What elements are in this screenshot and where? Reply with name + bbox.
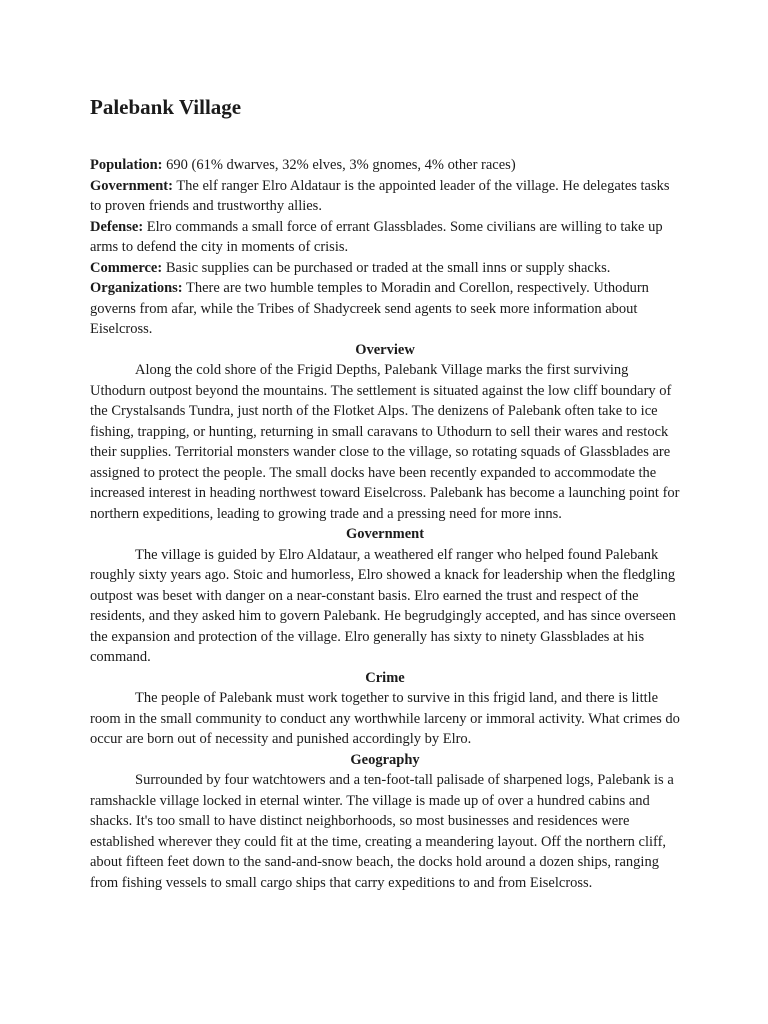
section-crime bbox=[90, 668, 680, 750]
section-heading: Government bbox=[345, 526, 425, 542]
field-commerce bbox=[90, 258, 680, 279]
field-label: Government: bbox=[90, 177, 173, 194]
field-defense bbox=[90, 217, 680, 258]
field-label: Population: bbox=[90, 157, 163, 173]
section-heading: Crime bbox=[365, 669, 405, 686]
field-text: Elro commands a small force of errant Glassblades. Some civilians are willing to take up arms to defend the city in moments of crisis. bbox=[90, 218, 663, 255]
section-body: Surrounded by four watchtowers and a ten-foot-tall palisade of sharpened logs, Palebank is a ramshackle village locked in eternal winter. The village is made up of over a hundred cabins and shacks. It's too small to have distinct neighborhoods, so most businesses and residences were established wherever they could fit at the time, creating a meandering layout. Off the northern cliff, about fifteen feet down to the sand-and-snow beach, the docks hold around a dozen ships, ranging from fishing vessels to small cargo ships that carry expeditions to and from Eiselcross. bbox=[90, 772, 674, 891]
field-text: There are two humble temples to Moradin and Corellon, respectively. Uthodurn governs from afar, while the Tribes of Shadycreek send agents to seek more information about Eiselcross. bbox=[90, 280, 649, 337]
field-label: Commerce: bbox=[90, 259, 163, 276]
section-geography bbox=[90, 750, 680, 894]
section-heading: Overview bbox=[355, 341, 415, 358]
field-label: Defense: bbox=[90, 218, 144, 235]
section-body: The people of Palebank must work together to survive in this frigid land, and there is little room in the small community to conduct any worthwhile larceny or immoral activity. What crimes do occur are born out of necessity and punished accordingly by Elro. bbox=[90, 690, 680, 747]
info-block bbox=[90, 155, 680, 340]
field-label: Organizations: bbox=[90, 280, 183, 296]
field-government bbox=[90, 176, 680, 217]
section-body: The village is guided by Elro Aldataur, a weathered elf ranger who helped found Palebank roughly sixty years ago. Stoic and humorless, Elro showed a knack for leadership when the fledgling outpost was beset with danger on a near-constant basis. Elro earned the trust and respect of the residents, and they asked him to govern Palebank. He begrudgingly accepted, and has since overseen the expansion and protection of the village. Elro generally has sixty to ninety Glassblades at his command. bbox=[90, 546, 676, 665]
document-content bbox=[90, 93, 680, 893]
section-body: Along the cold shore of the Frigid Depths, Palebank Village marks the first surviving Uthodurn outpost beyond the mountains. The settlement is situated against the low cliff boundary of the Crystalsands Tundra, just north of the Flotket Alps. The denizens of Palebank often take to ice fishing, trapping, or hunting, returning in small caravans to Uthodurn to sell their wares and restock their supplies. Territorial monsters wander close to the village, so rotating squads of Glassblades are assigned to protect the people. The small docks have been recently expanded to accommodate the increased interest in heading northwest toward Eiselcross. Palebank has become a launching point for northern expeditions, leading to growing trade and a pressing need for more inns. bbox=[90, 362, 680, 522]
section-government bbox=[90, 524, 680, 668]
field-text: The elf ranger Elro Aldataur is the appointed leader of the village. He delegates tasks to proven friends and trustworthy allies. bbox=[90, 177, 670, 214]
field-text: 690 (61% dwarves, 32% elves, 3% gnomes, 4% other races) bbox=[162, 157, 516, 173]
field-text: Basic supplies can be purchased or traded at the small inns or supply shacks. bbox=[162, 259, 611, 276]
page-title: Palebank Village bbox=[90, 95, 242, 119]
section-heading: Geography bbox=[350, 751, 420, 768]
section-overview bbox=[90, 340, 680, 525]
field-organizations bbox=[90, 278, 680, 340]
field-population bbox=[90, 155, 680, 176]
